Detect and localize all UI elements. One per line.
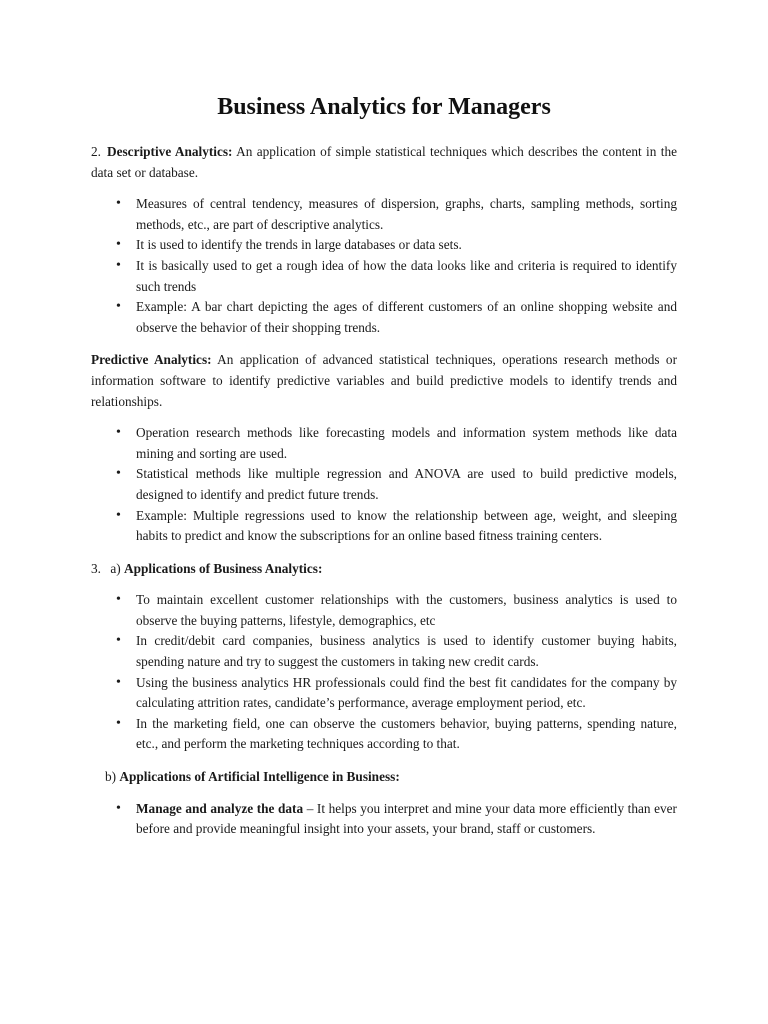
list-item: • Example: A bar chart depicting the ages of different customers of an online shopping website and observe the behavior of their shopping trends. <box>91 297 677 338</box>
bullet-term: Manage and analyze the data <box>136 800 304 816</box>
predictive-paragraph <box>91 350 677 412</box>
list-item: • To maintain excellent customer relationships with the customers, business analytics is used to observe the buying patterns, lifestyle, demographics, etc <box>91 590 677 631</box>
list-item: • Statistical methods like multiple regression and ANOVA are used to build predictive models, designed to identify and predict future trends. <box>91 464 677 505</box>
section-3a-prefix: a) <box>110 560 121 576</box>
descriptive-term: Descriptive Analytics: <box>106 144 233 159</box>
predictive-bullet-list <box>91 423 677 547</box>
page-title: Business Analytics for Managers <box>217 94 551 120</box>
section-3b-bullet-list <box>91 799 677 840</box>
list-item: • Operation research methods like forecasting models and information system methods like data mining and sorting are used. <box>91 423 677 464</box>
descriptive-bullet-list <box>91 194 677 338</box>
section-3a-heading <box>91 559 677 580</box>
list-item: • Example: Multiple regressions used to know the relationship between age, weight, and sleeping habits to predict and know the subscriptions for an online based fitness training centers. <box>91 506 677 547</box>
bullet-text: – It helps you interpret and mine your data more efficiently than ever before and provide meaningful insight into your assets, your brand, staff or customers. <box>136 800 677 837</box>
section-3a-bullet-list <box>91 590 677 755</box>
list-item: • In credit/debit card companies, business analytics is used to identify customer buying habits, spending nature and try to suggest the customers in taking new credit cards. <box>91 631 677 672</box>
predictive-term: Predictive Analytics: <box>91 352 212 368</box>
section-number: 2. <box>91 144 101 159</box>
predictive-definition: An application of advanced statistical techniques, operations research methods or information software to identify predictive variables and build predictive models to identify trends and relationships. <box>91 352 677 409</box>
descriptive-definition: An application of simple statistical techniques which describes the content in the data set or database. <box>91 144 677 180</box>
list-item: • Using the business analytics HR professionals could find the best fit candidates for the company by calculating attrition rates, candidate’s performance, average employment period, etc. <box>91 673 677 714</box>
list-item <box>91 799 677 840</box>
section-3b-prefix: b) <box>105 769 117 785</box>
list-item: • It is basically used to get a rough idea of how the data looks like and criteria is required to identify such trends <box>91 256 677 297</box>
list-item: • Measures of central tendency, measures of dispersion, graphs, charts, sampling methods, sorting methods, etc., are part of descriptive analytics. <box>91 194 677 235</box>
section-3a-title: Applications of Business Analytics: <box>123 560 323 576</box>
section-3b-heading <box>91 767 677 788</box>
list-item: • It is used to identify the trends in large databases or data sets. <box>91 235 677 256</box>
section-3b-title: Applications of Artificial Intelligence in Business: <box>119 769 400 785</box>
descriptive-paragraph <box>91 142 677 183</box>
section-number: 3. <box>91 560 101 576</box>
list-item: • In the marketing field, one can observe the customers behavior, buying patterns, spending nature, etc., and perform the marketing techniques according to that. <box>91 714 677 755</box>
